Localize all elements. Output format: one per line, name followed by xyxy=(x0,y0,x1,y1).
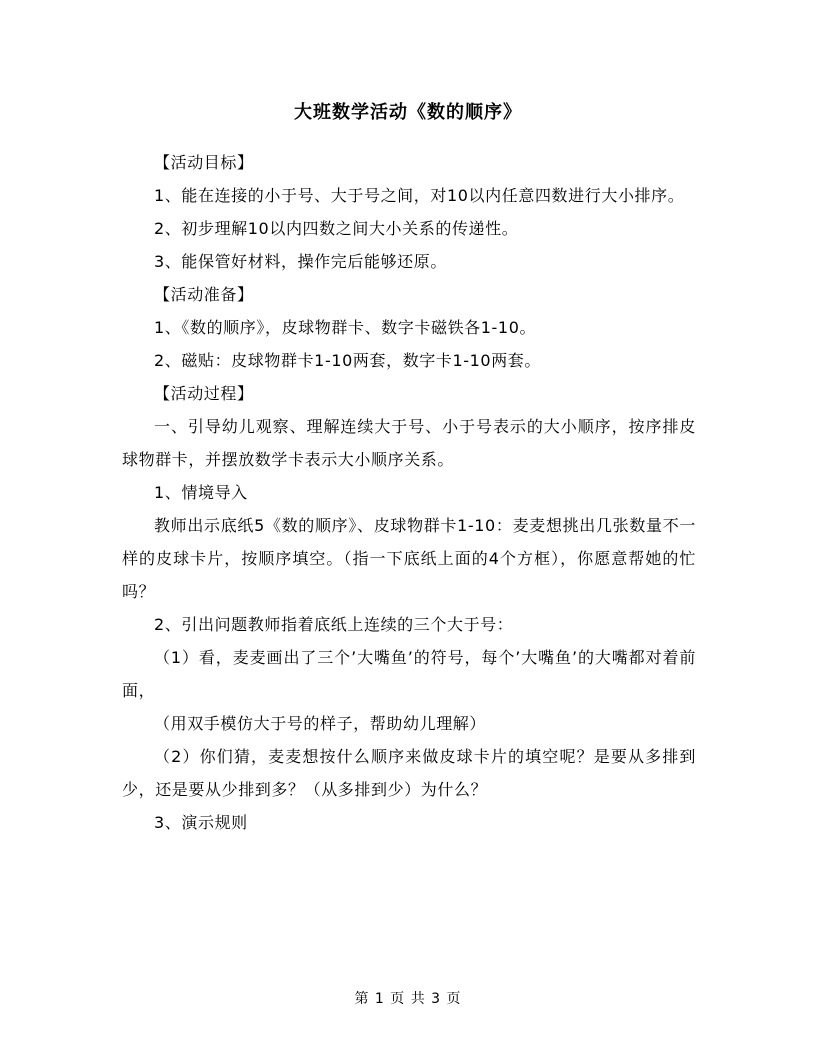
section-heading-preparation: 【活动准备】 xyxy=(154,285,254,304)
section-heading-process: 【活动过程】 xyxy=(154,384,254,403)
document-title: 大班数学活动《数的顺序》 xyxy=(294,102,522,123)
paragraph: 2、初步理解10以内四数之间大小关系的传递性。 xyxy=(154,219,519,238)
paragraph: 1、能在连接的小于号、大于号之间，对10以内任意四数进行大小排序。 xyxy=(154,186,685,205)
paragraph: （1）看，麦麦画出了三个’大嘴鱼’的符号，每个’大嘴鱼’的大嘴都对着前面， xyxy=(122,648,696,700)
paragraph: （2）你们猜，麦麦想按什么顺序来做皮球卡片的填空呢？是要从多排到少，还是要从少排到多？（从多排到少）为什么？ xyxy=(122,747,696,799)
paragraph: 2、引出问题教师指着底纸上连续的三个大于号： xyxy=(154,615,514,634)
document-body xyxy=(122,146,696,839)
paragraph: 1、情境导入 xyxy=(154,483,248,502)
paragraph: 3、能保管好材料，操作完后能够还原。 xyxy=(154,252,447,271)
paragraph: 一、引导幼儿观察、理解连续大于号、小于号表示的大小顺序，按序排皮球物群卡，并摆放数学卡表示大小顺序关系。 xyxy=(122,417,696,469)
paragraph: 1、《数的顺序》，皮球物群卡、数字卡磁铁各1-10。 xyxy=(154,318,537,337)
page-footer: 第 1 页 共 3 页 xyxy=(354,991,462,1007)
paragraph: 教师出示底纸5《数的顺序》、皮球物群卡1-10：麦麦想挑出几张数量不一样的皮球卡片，按顺序填空。（指一下底纸上面的4个方框），你愿意帮她的忙吗？ xyxy=(122,516,696,601)
paragraph: （用双手模仿大于号的样子，帮助幼儿理解） xyxy=(154,714,487,733)
section-heading-objectives: 【活动目标】 xyxy=(154,153,254,172)
paragraph: 3、演示规则 xyxy=(154,813,248,832)
paragraph: 2、磁贴：皮球物群卡1-10两套，数字卡1-10两套。 xyxy=(154,351,542,370)
